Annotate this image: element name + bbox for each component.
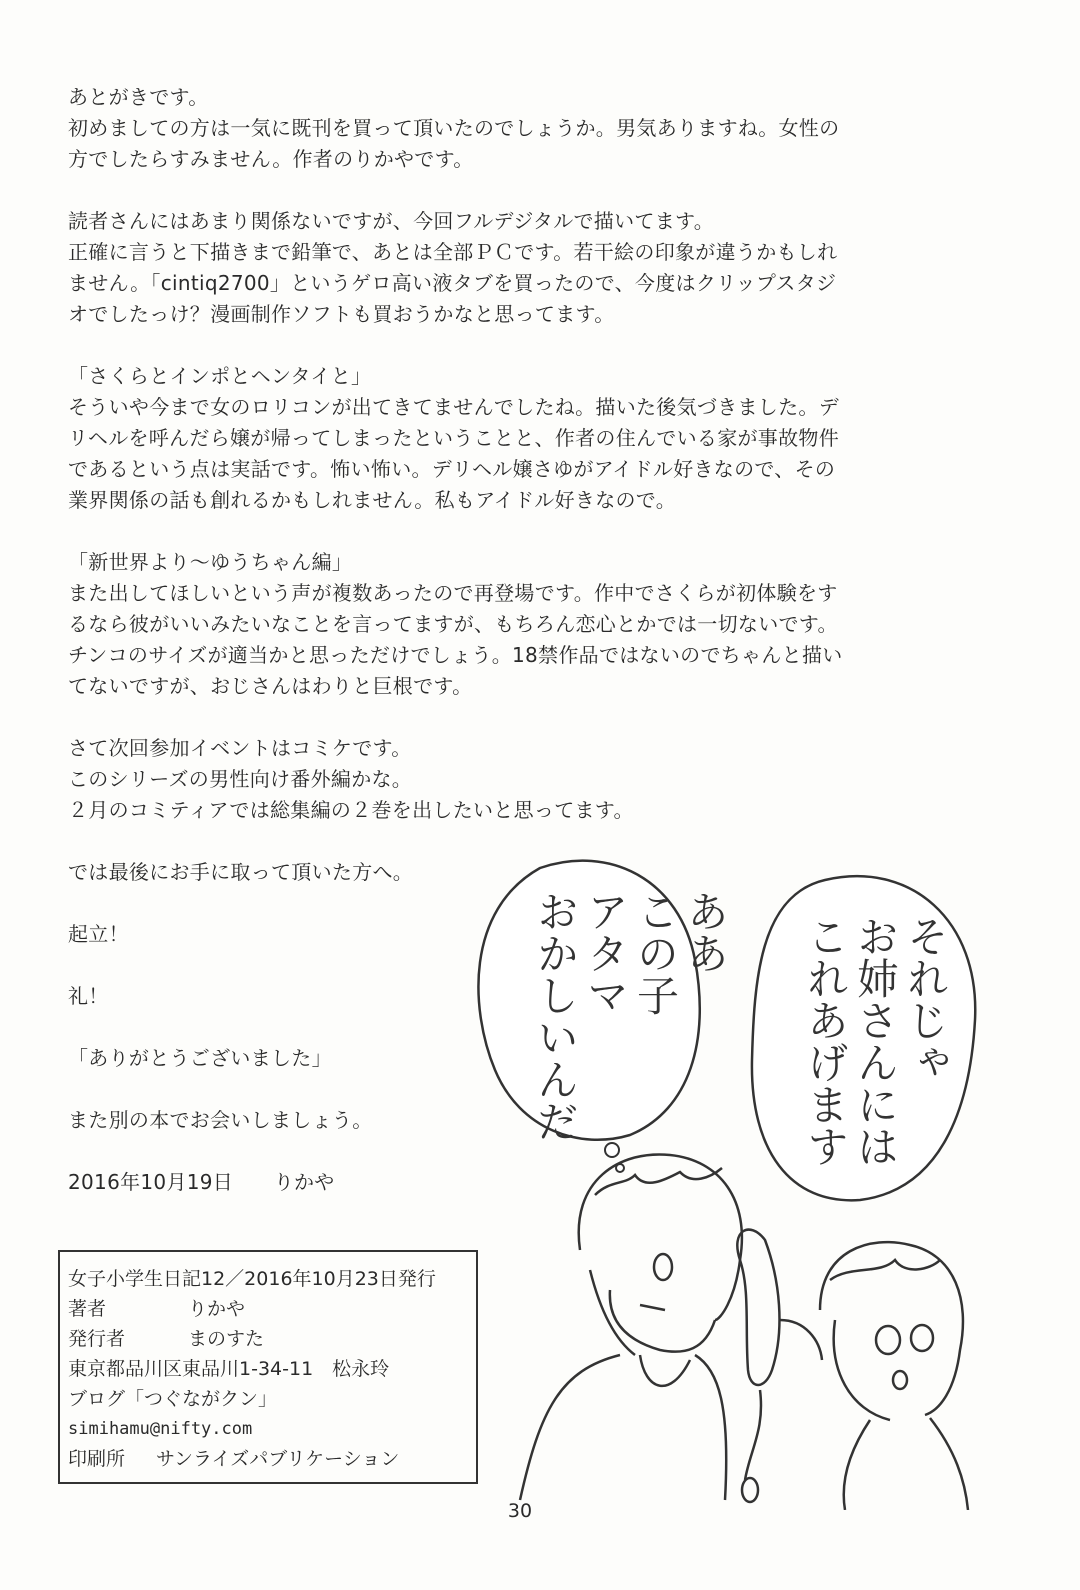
afterword-line: 方でしたらすみません。作者のりかやです。 <box>68 147 474 171</box>
left-bubble-text: ああ この子 アタマ おかしいんだ <box>531 890 730 1142</box>
girl-character <box>820 1242 968 1510</box>
paragraph-gap <box>68 516 908 547</box>
boy-character <box>520 1154 742 1500</box>
afterword-line: 2016年10月19日 りかや <box>68 1170 335 1194</box>
afterword-line: てないですが、おじさんはわりと巨根です。 <box>68 674 473 698</box>
author-label: 著者 <box>68 1298 107 1320</box>
afterword-line: オでしたっけ？漫画制作ソフトも買おうかなと思ってます。 <box>68 302 615 326</box>
afterword-line: では最後にお手に取って頂いた方へ。 <box>68 860 414 884</box>
page-number: 30 <box>507 1500 533 1522</box>
publisher-name: まのすた <box>188 1328 265 1350</box>
colophon-title: 女子小学生日記12／2016年10月23日発行 <box>68 1268 436 1290</box>
paragraph-gap <box>68 175 908 206</box>
printer-label: 印刷所 <box>68 1448 126 1470</box>
colophon-address: 東京都品川区東品川1-34-11 松永玲 <box>68 1358 390 1380</box>
afterword-line: そういや今まで女のロリコンが出てきてませんでしたね。描いた後気づきました。デ <box>68 395 839 419</box>
held-object <box>737 1230 822 1502</box>
afterword-line: このシリーズの男性向け番外編かな。 <box>68 767 413 791</box>
colophon-publisher-row <box>68 1324 468 1354</box>
afterword-line: 初めましての方は一気に既刊を買って頂いたのでしょうか。男気ありますね。女性の <box>68 116 840 140</box>
colophon-blog: ブログ「つぐながクン」 <box>68 1388 278 1410</box>
colophon-printer-row <box>68 1444 468 1474</box>
afterword-line: 「さくらとインポとヘンタイと」 <box>68 364 372 388</box>
right-bubble-text: それじゃ お姉さんには これあげます <box>801 915 950 1167</box>
afterword-line: 読者さんにはあまり関係ないですが、今回フルデジタルで描いてます。 <box>68 209 714 233</box>
afterword-line: あとがきです。 <box>68 85 209 109</box>
afterword-line: リヘルを呼んだら嬢が帰ってしまったということと、作者の住んでいる家が事故物件 <box>68 426 839 450</box>
colophon-box <box>58 1250 478 1484</box>
afterword-line: るなら彼がいいみたいなことを言ってますが、もちろん恋心とかでは一切ないです。 <box>68 612 838 636</box>
afterword-line: 「新世界より～ゆうちゃん編」 <box>68 550 353 574</box>
afterword-line: 起立！ <box>68 922 129 946</box>
paragraph-gap <box>68 330 908 361</box>
afterword-line: であるという点は実話です。怖い怖い。デリヘル嬢さゆがアイドル好きなので、その <box>68 457 836 481</box>
afterword-line: 正確に言うと下描きまで鉛筆で、あとは全部ＰＣです。若干絵の印象が違うかもしれ <box>68 240 838 264</box>
afterword-line: 「ありがとうございました」 <box>68 1046 332 1070</box>
afterword-line: また出してほしいという声が複数あったので再登場です。作中でさくらが初体験をす <box>68 581 838 605</box>
printer-name: サンライズパブリケーション <box>156 1448 400 1470</box>
afterword-line: 礼！ <box>68 984 109 1008</box>
author-name: りかや <box>188 1298 246 1320</box>
afterword-line: さて次回参加イベントはコミケです。 <box>68 736 412 760</box>
paragraph-gap <box>68 702 908 733</box>
afterword-line: ません。「cintiq2700」というゲロ高い液タブを買ったので、今度はクリップスタジ <box>68 271 837 295</box>
colophon-email: simihamu@nifty.com <box>68 1419 253 1439</box>
afterword-line: チンコのサイズが適当かと思っただけでしょう。18禁作品ではないのでちゃんと描い <box>68 643 843 667</box>
afterword-line: ２月のコミティアでは総集編の２巻を出したいと思ってます。 <box>68 798 634 822</box>
colophon-author-row <box>68 1294 468 1324</box>
afterword-line: 業界関係の話も創れるかもしれません。私もアイドル好きなので。 <box>68 488 676 512</box>
publisher-label: 発行者 <box>68 1328 126 1350</box>
afterword-line: また別の本でお会いしましょう。 <box>68 1108 373 1132</box>
